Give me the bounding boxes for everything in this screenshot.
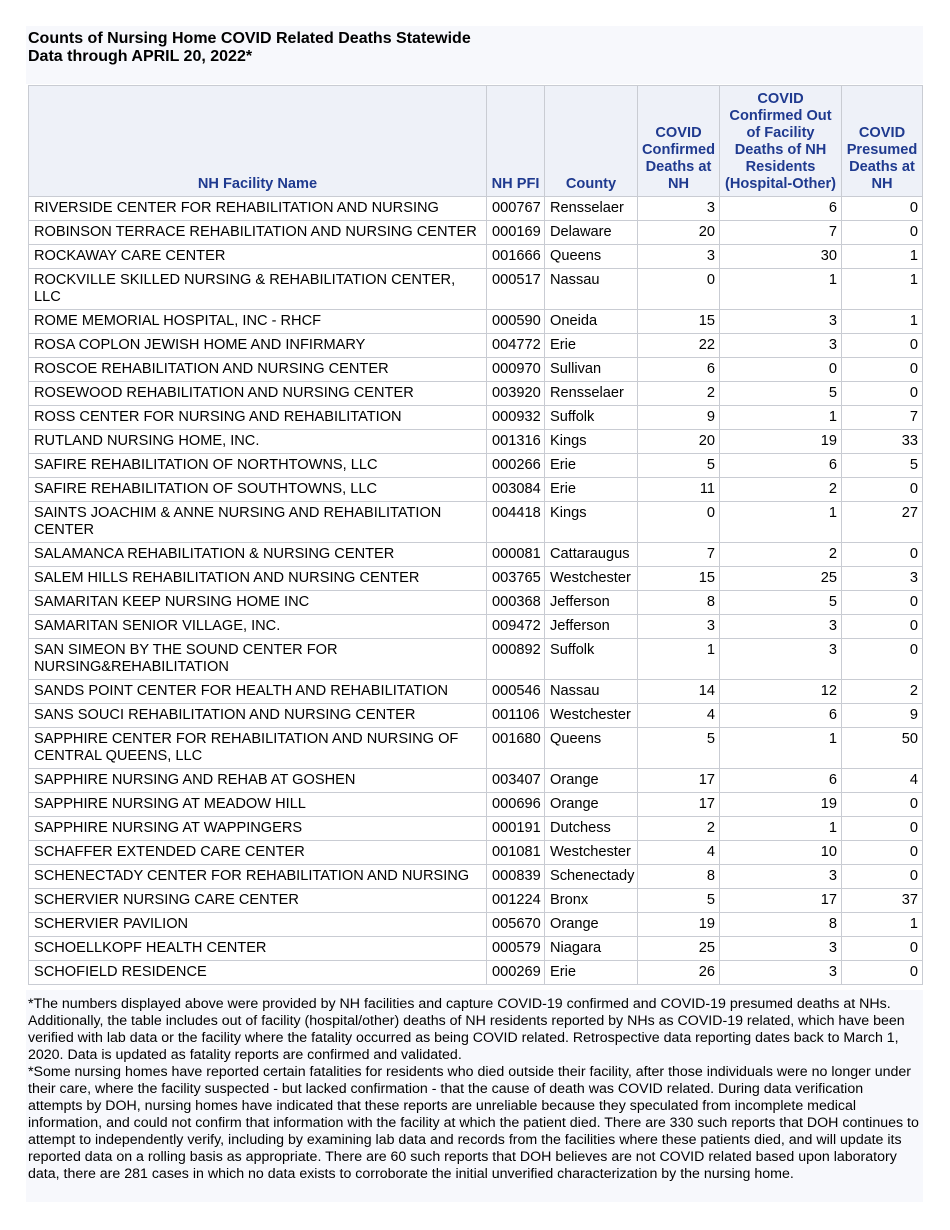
table-row: [29, 889, 923, 913]
cell-county: Jefferson: [545, 615, 638, 639]
cell-presumed-nh: 0: [842, 591, 923, 615]
cell-county: Nassau: [545, 269, 638, 310]
cell-county: Niagara: [545, 937, 638, 961]
table-header-row: [29, 86, 923, 197]
cell-county: Delaware: [545, 221, 638, 245]
cell-confirmed-out: 6: [720, 197, 842, 221]
cell-confirmed-nh: 15: [638, 567, 720, 591]
footnotes: [26, 990, 923, 1202]
cell-confirmed-nh: 1: [638, 639, 720, 680]
cell-confirmed-out: 1: [720, 502, 842, 543]
cell-confirmed-out: 6: [720, 454, 842, 478]
cell-nh-pfi: 001224: [487, 889, 545, 913]
cell-confirmed-out: 3: [720, 639, 842, 680]
table-row: [29, 680, 923, 704]
cell-presumed-nh: 0: [842, 841, 923, 865]
cell-presumed-nh: 0: [842, 334, 923, 358]
cell-confirmed-nh: 2: [638, 382, 720, 406]
cell-confirmed-nh: 11: [638, 478, 720, 502]
header-facility-name: NH Facility Name: [29, 86, 487, 197]
cell-confirmed-out: 7: [720, 221, 842, 245]
cell-facility-name: SCHERVIER NURSING CARE CENTER: [29, 889, 487, 913]
cell-facility-name: SCHOELLKOPF HEALTH CENTER: [29, 937, 487, 961]
cell-presumed-nh: 0: [842, 382, 923, 406]
cell-county: Schenectady: [545, 865, 638, 889]
table-row: [29, 591, 923, 615]
cell-confirmed-out: 25: [720, 567, 842, 591]
cell-confirmed-nh: 17: [638, 769, 720, 793]
report-header: [26, 26, 923, 84]
cell-presumed-nh: 0: [842, 817, 923, 841]
cell-confirmed-nh: 3: [638, 245, 720, 269]
cell-presumed-nh: 50: [842, 728, 923, 769]
table-row: [29, 382, 923, 406]
cell-facility-name: ROME MEMORIAL HOSPITAL, INC - RHCF: [29, 310, 487, 334]
table-row: [29, 221, 923, 245]
cell-county: Orange: [545, 793, 638, 817]
cell-presumed-nh: 5: [842, 454, 923, 478]
cell-presumed-nh: 9: [842, 704, 923, 728]
cell-confirmed-out: 5: [720, 591, 842, 615]
table-row: [29, 961, 923, 985]
cell-confirmed-nh: 22: [638, 334, 720, 358]
cell-county: Bronx: [545, 889, 638, 913]
cell-nh-pfi: 000590: [487, 310, 545, 334]
cell-nh-pfi: 000081: [487, 543, 545, 567]
cell-confirmed-out: 1: [720, 817, 842, 841]
cell-confirmed-nh: 5: [638, 454, 720, 478]
cell-nh-pfi: 001106: [487, 704, 545, 728]
deaths-table: [28, 85, 923, 985]
cell-confirmed-nh: 0: [638, 269, 720, 310]
table-row: [29, 454, 923, 478]
header-confirmed-nh: COVID Confirmed Deaths at NH: [638, 86, 720, 197]
cell-presumed-nh: 2: [842, 680, 923, 704]
cell-confirmed-out: 0: [720, 358, 842, 382]
cell-confirmed-out: 2: [720, 543, 842, 567]
header-county: County: [545, 86, 638, 197]
cell-confirmed-nh: 19: [638, 913, 720, 937]
cell-county: Dutchess: [545, 817, 638, 841]
cell-confirmed-nh: 3: [638, 197, 720, 221]
cell-county: Queens: [545, 245, 638, 269]
table-row: [29, 793, 923, 817]
cell-nh-pfi: 003084: [487, 478, 545, 502]
cell-county: Rensselaer: [545, 382, 638, 406]
cell-facility-name: SAN SIMEON BY THE SOUND CENTER FOR NURSING&REHABILITATION: [29, 639, 487, 680]
table-row: [29, 334, 923, 358]
cell-nh-pfi: 000169: [487, 221, 545, 245]
cell-presumed-nh: 7: [842, 406, 923, 430]
table-row: [29, 639, 923, 680]
cell-presumed-nh: 1: [842, 245, 923, 269]
cell-county: Erie: [545, 334, 638, 358]
table-row: [29, 769, 923, 793]
cell-presumed-nh: 0: [842, 865, 923, 889]
cell-presumed-nh: 0: [842, 961, 923, 985]
cell-county: Erie: [545, 478, 638, 502]
cell-facility-name: SAPPHIRE CENTER FOR REHABILITATION AND NURSING OF CENTRAL QUEENS, LLC: [29, 728, 487, 769]
cell-nh-pfi: 001666: [487, 245, 545, 269]
cell-presumed-nh: 0: [842, 793, 923, 817]
cell-nh-pfi: 000191: [487, 817, 545, 841]
cell-facility-name: SAPPHIRE NURSING AT MEADOW HILL: [29, 793, 487, 817]
table-body: [29, 197, 923, 985]
cell-facility-name: SAPPHIRE NURSING AT WAPPINGERS: [29, 817, 487, 841]
cell-county: Westchester: [545, 567, 638, 591]
report-title: Counts of Nursing Home COVID Related Deaths Statewide: [28, 30, 471, 47]
cell-confirmed-out: 3: [720, 615, 842, 639]
cell-presumed-nh: 0: [842, 937, 923, 961]
cell-facility-name: SANDS POINT CENTER FOR HEALTH AND REHABILITATION: [29, 680, 487, 704]
cell-confirmed-nh: 0: [638, 502, 720, 543]
cell-confirmed-nh: 14: [638, 680, 720, 704]
cell-nh-pfi: 000368: [487, 591, 545, 615]
cell-confirmed-nh: 4: [638, 704, 720, 728]
cell-facility-name: ROBINSON TERRACE REHABILITATION AND NURSING CENTER: [29, 221, 487, 245]
table-row: [29, 430, 923, 454]
cell-confirmed-out: 2: [720, 478, 842, 502]
table-row: [29, 197, 923, 221]
cell-facility-name: SCHERVIER PAVILION: [29, 913, 487, 937]
cell-county: Orange: [545, 769, 638, 793]
cell-nh-pfi: 003920: [487, 382, 545, 406]
cell-county: Suffolk: [545, 639, 638, 680]
cell-confirmed-nh: 15: [638, 310, 720, 334]
cell-nh-pfi: 000266: [487, 454, 545, 478]
table-row: [29, 406, 923, 430]
cell-facility-name: RIVERSIDE CENTER FOR REHABILITATION AND NURSING: [29, 197, 487, 221]
cell-county: Nassau: [545, 680, 638, 704]
cell-nh-pfi: 001680: [487, 728, 545, 769]
cell-presumed-nh: 0: [842, 197, 923, 221]
cell-county: Erie: [545, 454, 638, 478]
cell-facility-name: SCHENECTADY CENTER FOR REHABILITATION AND NURSING: [29, 865, 487, 889]
table-row: [29, 937, 923, 961]
cell-facility-name: ROSA COPLON JEWISH HOME AND INFIRMARY: [29, 334, 487, 358]
cell-presumed-nh: 0: [842, 221, 923, 245]
cell-county: Kings: [545, 502, 638, 543]
cell-facility-name: SAFIRE REHABILITATION OF SOUTHTOWNS, LLC: [29, 478, 487, 502]
table-row: [29, 269, 923, 310]
cell-confirmed-out: 19: [720, 430, 842, 454]
cell-confirmed-out: 1: [720, 269, 842, 310]
cell-facility-name: SALAMANCA REHABILITATION & NURSING CENTER: [29, 543, 487, 567]
footnote-1: *The numbers displayed above were provided by NH facilities and capture COVID-19 confirmed and COVID-19 presumed deaths at NHs. Additionally, the table includes out of facility (hospital/other) deaths of NH residents reported by NHs as COVID-19 related, which have been verified with lab data or the facility where the fatality occurred as being COVID related. Retrospective data reporting dates back to March 1, 2020. Data is updated as fatality reports are confirmed and validated.: [28, 996, 905, 1063]
table-row: [29, 543, 923, 567]
cell-facility-name: SANS SOUCI REHABILITATION AND NURSING CENTER: [29, 704, 487, 728]
cell-facility-name: ROCKAWAY CARE CENTER: [29, 245, 487, 269]
table-row: [29, 245, 923, 269]
cell-confirmed-out: 19: [720, 793, 842, 817]
table-row: [29, 478, 923, 502]
cell-nh-pfi: 009472: [487, 615, 545, 639]
cell-confirmed-out: 17: [720, 889, 842, 913]
cell-presumed-nh: 0: [842, 358, 923, 382]
cell-facility-name: SAMARITAN SENIOR VILLAGE, INC.: [29, 615, 487, 639]
cell-county: Sullivan: [545, 358, 638, 382]
cell-confirmed-nh: 17: [638, 793, 720, 817]
cell-county: Oneida: [545, 310, 638, 334]
cell-county: Westchester: [545, 841, 638, 865]
cell-facility-name: SAMARITAN KEEP NURSING HOME INC: [29, 591, 487, 615]
cell-nh-pfi: 001316: [487, 430, 545, 454]
cell-presumed-nh: 0: [842, 478, 923, 502]
deaths-table-container: [28, 85, 922, 985]
cell-confirmed-out: 6: [720, 769, 842, 793]
cell-confirmed-nh: 25: [638, 937, 720, 961]
header-confirmed-out: COVID Confirmed Out of Facility Deaths of NH Residents (Hospital-Other): [720, 86, 842, 197]
cell-confirmed-out: 3: [720, 865, 842, 889]
cell-nh-pfi: 000696: [487, 793, 545, 817]
cell-county: Westchester: [545, 704, 638, 728]
cell-presumed-nh: 0: [842, 639, 923, 680]
table-row: [29, 615, 923, 639]
cell-county: Queens: [545, 728, 638, 769]
cell-presumed-nh: 1: [842, 913, 923, 937]
cell-facility-name: ROSCOE REHABILITATION AND NURSING CENTER: [29, 358, 487, 382]
cell-confirmed-nh: 5: [638, 728, 720, 769]
cell-nh-pfi: 005670: [487, 913, 545, 937]
cell-county: Orange: [545, 913, 638, 937]
cell-confirmed-nh: 2: [638, 817, 720, 841]
cell-nh-pfi: 000932: [487, 406, 545, 430]
cell-nh-pfi: 000767: [487, 197, 545, 221]
cell-confirmed-nh: 7: [638, 543, 720, 567]
cell-county: Jefferson: [545, 591, 638, 615]
cell-confirmed-out: 6: [720, 704, 842, 728]
cell-nh-pfi: 004418: [487, 502, 545, 543]
header-nh-pfi: NH PFI: [487, 86, 545, 197]
cell-confirmed-out: 3: [720, 937, 842, 961]
cell-confirmed-nh: 8: [638, 591, 720, 615]
cell-confirmed-out: 5: [720, 382, 842, 406]
report-subtitle: Data through APRIL 20, 2022*: [28, 48, 253, 65]
cell-confirmed-nh: 20: [638, 221, 720, 245]
cell-presumed-nh: 1: [842, 310, 923, 334]
cell-confirmed-out: 10: [720, 841, 842, 865]
cell-confirmed-out: 1: [720, 406, 842, 430]
table-row: [29, 728, 923, 769]
cell-confirmed-out: 3: [720, 961, 842, 985]
cell-confirmed-out: 3: [720, 310, 842, 334]
cell-facility-name: ROSEWOOD REHABILITATION AND NURSING CENTER: [29, 382, 487, 406]
cell-confirmed-nh: 3: [638, 615, 720, 639]
cell-nh-pfi: 000546: [487, 680, 545, 704]
cell-facility-name: SAFIRE REHABILITATION OF NORTHTOWNS, LLC: [29, 454, 487, 478]
cell-facility-name: SCHAFFER EXTENDED CARE CENTER: [29, 841, 487, 865]
cell-nh-pfi: 004772: [487, 334, 545, 358]
table-row: [29, 841, 923, 865]
cell-county: Cattaraugus: [545, 543, 638, 567]
cell-confirmed-nh: 26: [638, 961, 720, 985]
table-row: [29, 567, 923, 591]
cell-nh-pfi: 000839: [487, 865, 545, 889]
cell-county: Suffolk: [545, 406, 638, 430]
cell-presumed-nh: 0: [842, 543, 923, 567]
table-row: [29, 704, 923, 728]
cell-facility-name: SAPPHIRE NURSING AND REHAB AT GOSHEN: [29, 769, 487, 793]
cell-facility-name: RUTLAND NURSING HOME, INC.: [29, 430, 487, 454]
cell-confirmed-nh: 8: [638, 865, 720, 889]
cell-presumed-nh: 4: [842, 769, 923, 793]
cell-nh-pfi: 000269: [487, 961, 545, 985]
cell-confirmed-nh: 20: [638, 430, 720, 454]
table-row: [29, 310, 923, 334]
cell-county: Rensselaer: [545, 197, 638, 221]
table-row: [29, 358, 923, 382]
cell-presumed-nh: 0: [842, 615, 923, 639]
cell-confirmed-nh: 4: [638, 841, 720, 865]
cell-nh-pfi: 000892: [487, 639, 545, 680]
table-row: [29, 502, 923, 543]
cell-nh-pfi: 000579: [487, 937, 545, 961]
cell-facility-name: SCHOFIELD RESIDENCE: [29, 961, 487, 985]
cell-facility-name: SALEM HILLS REHABILITATION AND NURSING CENTER: [29, 567, 487, 591]
cell-nh-pfi: 003407: [487, 769, 545, 793]
cell-confirmed-nh: 9: [638, 406, 720, 430]
cell-confirmed-out: 30: [720, 245, 842, 269]
table-row: [29, 817, 923, 841]
cell-presumed-nh: 27: [842, 502, 923, 543]
cell-confirmed-out: 12: [720, 680, 842, 704]
table-row: [29, 913, 923, 937]
header-presumed-nh: COVID Presumed Deaths at NH: [842, 86, 923, 197]
cell-county: Erie: [545, 961, 638, 985]
cell-nh-pfi: 000970: [487, 358, 545, 382]
table-row: [29, 865, 923, 889]
cell-nh-pfi: 001081: [487, 841, 545, 865]
cell-presumed-nh: 1: [842, 269, 923, 310]
cell-nh-pfi: 000517: [487, 269, 545, 310]
cell-presumed-nh: 33: [842, 430, 923, 454]
cell-facility-name: ROCKVILLE SKILLED NURSING & REHABILITATION CENTER, LLC: [29, 269, 487, 310]
cell-presumed-nh: 37: [842, 889, 923, 913]
cell-facility-name: SAINTS JOACHIM & ANNE NURSING AND REHABILITATION CENTER: [29, 502, 487, 543]
cell-nh-pfi: 003765: [487, 567, 545, 591]
cell-confirmed-out: 1: [720, 728, 842, 769]
cell-confirmed-out: 3: [720, 334, 842, 358]
cell-confirmed-nh: 5: [638, 889, 720, 913]
cell-facility-name: ROSS CENTER FOR NURSING AND REHABILITATION: [29, 406, 487, 430]
cell-confirmed-out: 8: [720, 913, 842, 937]
footnote-2: *Some nursing homes have reported certain fatalities for residents who died outside their facility, after those individuals were no longer under their care, where the facility suspected - but lacked confirmation - that the cause of death was COVID related. During data verification attempts by DOH, nursing homes have indicated that these reports are unreliable because they speculated from incomplete medical information, and could not confirm that information with the facility at which the patient died. There are 330 such reports that DOH continues to attempt to independently verify, including by examining lab data and records from the facilities where these patients died, and will update its reported data on a rolling basis as appropriate. There are 60 such reports that DOH believes are not COVID related based upon laboratory data, there are 281 cases in which no data exists to corroborate the initial unverified characterization by the nursing home.: [28, 1064, 919, 1182]
cell-county: Kings: [545, 430, 638, 454]
cell-confirmed-nh: 6: [638, 358, 720, 382]
cell-presumed-nh: 3: [842, 567, 923, 591]
